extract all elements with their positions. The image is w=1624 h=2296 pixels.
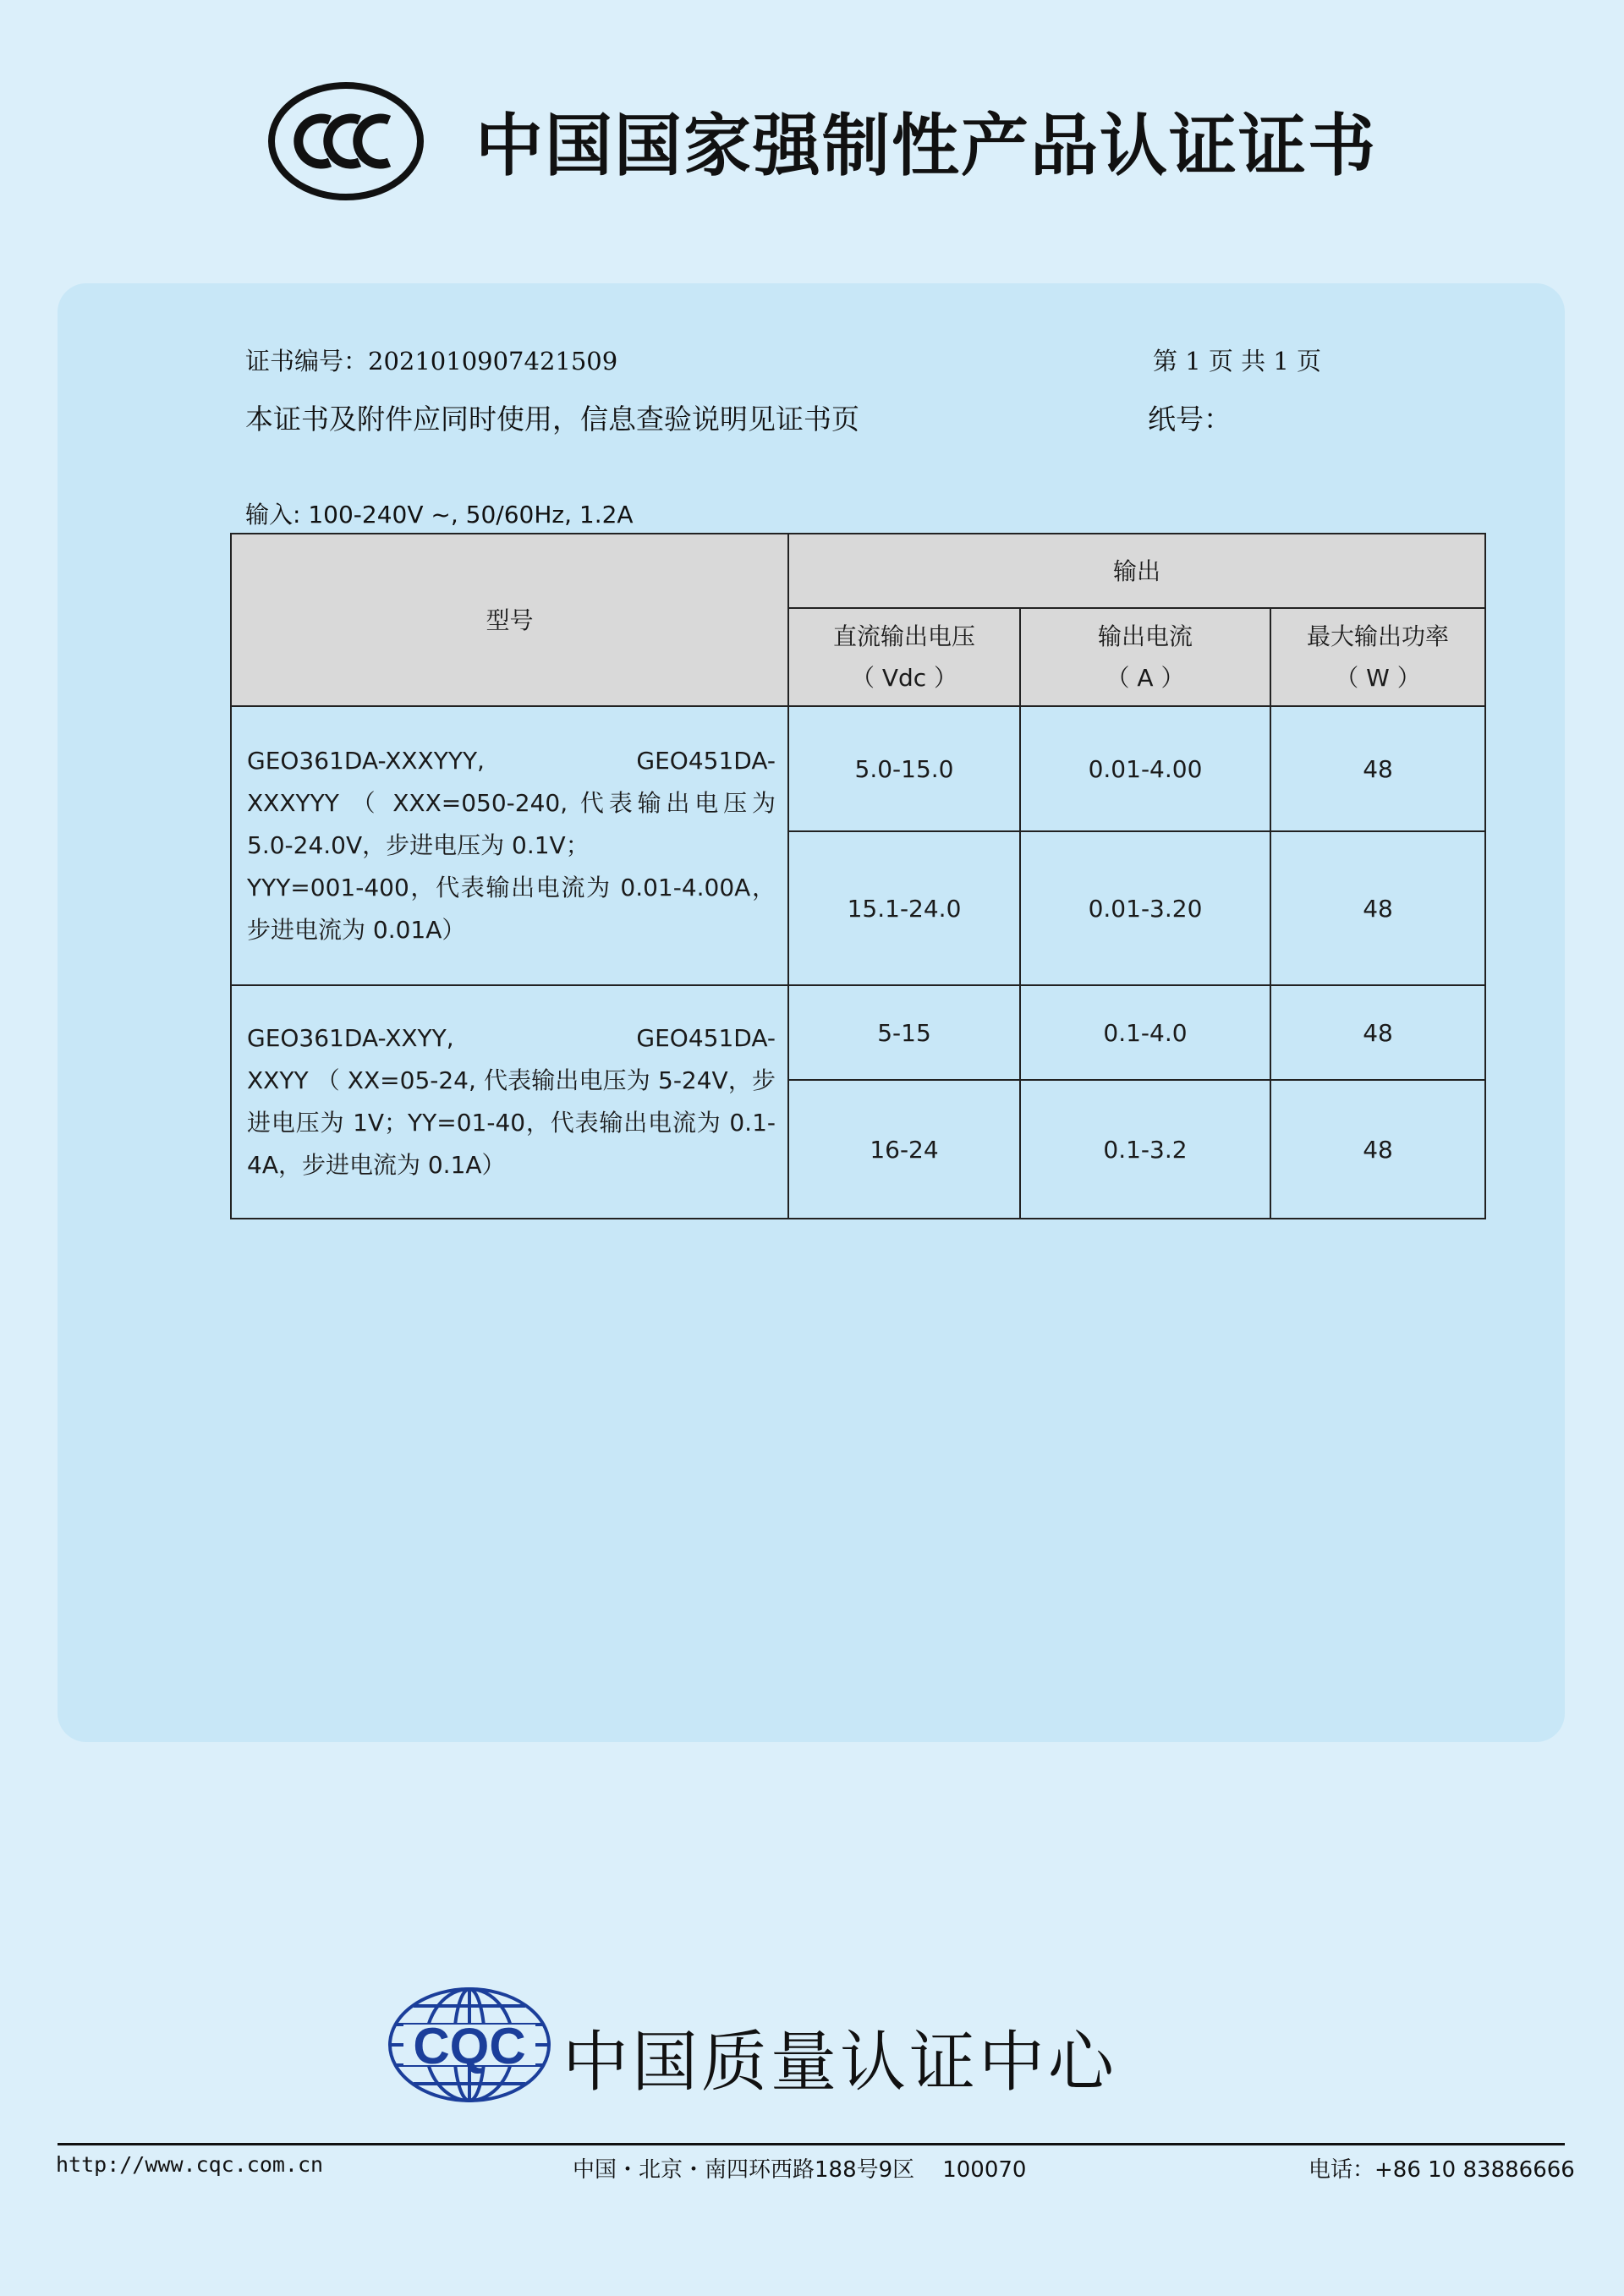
voltage-cell: 16-24 [788,1080,1020,1219]
certificate-header [0,0,1624,220]
cqc-globe-logo-icon [385,1986,554,2104]
footer-url: http://www.cqc.com.cn [56,2152,324,2177]
paper-number: 纸号： [1148,403,1232,436]
header-current: 输出电流 （ A ） [1020,608,1270,706]
header-power: 最大输出功率 （ W ） [1270,608,1485,706]
model-cell: GEO361DA-XXYY, GEO451DA-XXYY （ XX=05-24, 代表输出电压为 5-24V，步进电压为 1V；YY=01-40，代表输出电流为 0.1-4A，步进电流为 0.1A） [231,985,788,1219]
table-row [231,985,1485,1080]
footer-address: 中国・北京・南四环西路188号9区 100070 [573,2157,1027,2183]
voltage-cell: 5.0-15.0 [788,706,1020,831]
cqc-brand [385,1979,1146,2106]
power-cell: 48 [1270,706,1485,831]
spec-table [230,533,1486,1219]
current-cell: 0.01-3.20 [1020,831,1270,985]
model-cell: GEO361DA-XXXYYY, GEO451DA-XXXYYY （ XXX=050-240, 代表输出电压为 5.0-24.0V，步进电压为 0.1V； YYY=001-400，代表输出电流为 0.01-4.00A，步进电流为 0.01A） [231,706,788,985]
cqc-brand-name: 中国质量认证中心 [562,2025,1118,2101]
voltage-cell: 5-15 [788,985,1020,1080]
table-row [231,706,1485,831]
power-cell: 48 [1270,1080,1485,1219]
certificate-title: 中国国家强制性产品认证证书 [475,107,1377,185]
page-info: 第 1 页 共 1 页 [1153,347,1321,375]
current-cell: 0.1-4.0 [1020,985,1270,1080]
certificate-number: 证书编号：2021010907421509 [245,347,618,375]
header-voltage: 直流输出电压 （ Vdc ） [788,608,1020,706]
header-output: 输出 [788,534,1485,608]
footer-divider [58,2143,1565,2145]
power-cell: 48 [1270,831,1485,985]
power-cell: 48 [1270,985,1485,1080]
header-model: 型号 [231,534,788,706]
voltage-cell: 15.1-24.0 [788,831,1020,985]
svg-text:CQC: CQC [413,2018,526,2074]
usage-note: 本证书及附件应同时使用，信息查验说明见证书页 [245,403,859,436]
footer-phone: 电话：+86 10 83886666 [1309,2157,1575,2183]
input-spec: 输入: 100-240V ~, 50/60Hz, 1.2A [245,501,634,529]
ccc-mark-icon [266,78,426,205]
current-cell: 0.01-4.00 [1020,706,1270,831]
current-cell: 0.1-3.2 [1020,1080,1270,1219]
